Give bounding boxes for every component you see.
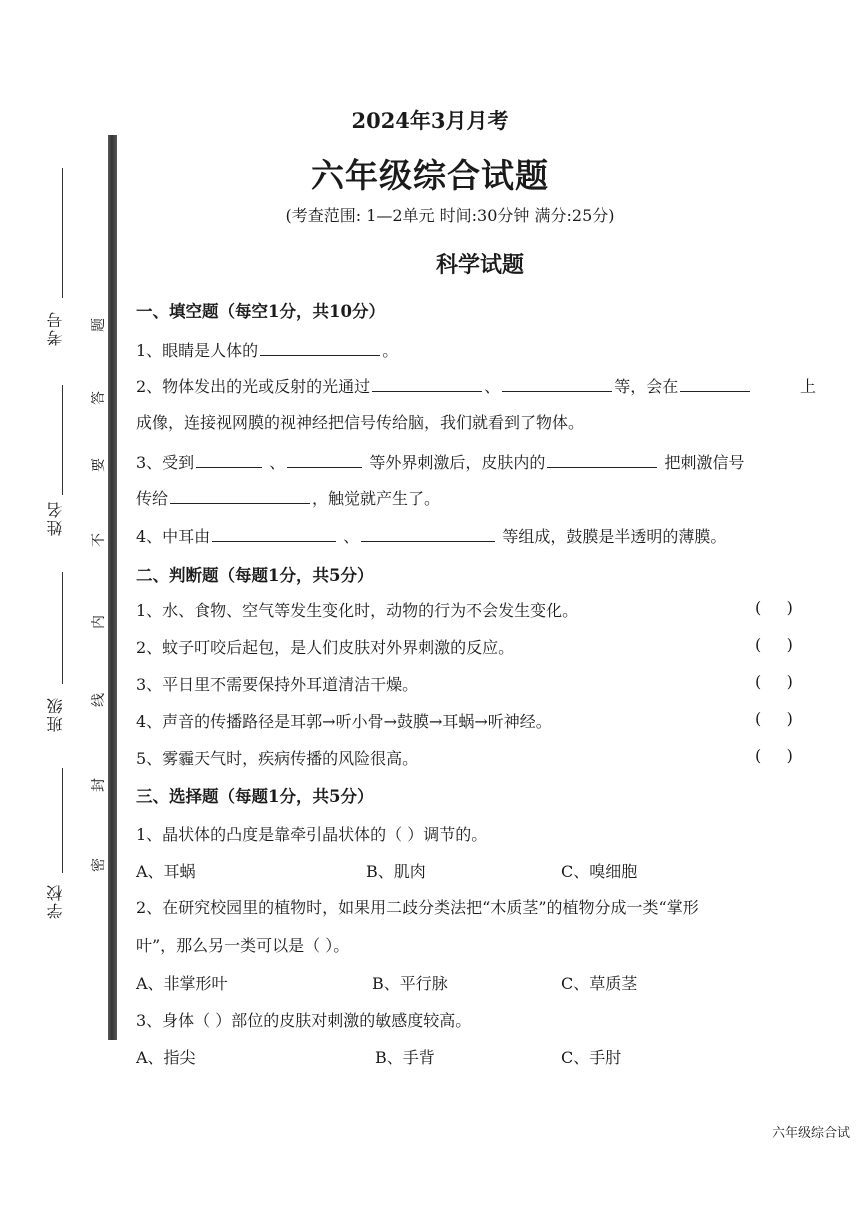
question-text: ，触觉就产生了。 <box>312 489 441 508</box>
answer-blank[interactable] <box>196 453 262 468</box>
answer-parentheses[interactable]: ( ) <box>755 709 793 728</box>
seal-char: 要 <box>91 458 107 472</box>
choice-question-stem: 2、在研究校园里的植物时，如果用二歧分类法把“木质茎”的植物分成一类“掌形 <box>136 898 699 917</box>
question-text: 上 <box>800 377 817 396</box>
question-text: 。 <box>382 341 399 360</box>
answer-blank[interactable] <box>260 341 380 356</box>
answer-blank[interactable] <box>212 527 336 542</box>
choice-option-a[interactable]: A、非掌形叶 <box>136 974 228 993</box>
answer-blank[interactable] <box>680 377 750 392</box>
subject-title: 科学试题 <box>435 252 524 278</box>
question-text: 等外界刺激后，皮肤内的 <box>364 453 546 472</box>
exam-date-title: 2024年3月月考 <box>351 108 509 133</box>
judge-item: 3、平日里不需要保持外耳道清洁干燥。 <box>136 675 419 694</box>
margin-blank-line <box>62 385 63 495</box>
choice-option-b[interactable]: B、手背 <box>375 1048 435 1067</box>
choice-option-a[interactable]: A、耳蜗 <box>136 862 196 881</box>
choice-question-stem-cont: 叶”，那么另一类可以是（ ）。 <box>136 936 350 955</box>
judge-item: 5、雾霾天气时，疾病传播的风险很高。 <box>136 749 419 768</box>
question-text: 等组成，鼓膜是半透明的薄膜。 <box>497 527 727 546</box>
question-text: 3、受到 <box>136 453 195 472</box>
question-fill-4 <box>136 524 726 547</box>
seal-char: 封 <box>91 778 107 792</box>
question-text: 1、眼睛是人体的 <box>136 341 259 360</box>
judge-item: 4、声音的传播路径是耳郭→听小骨→鼓膜→耳蜗→听神经。 <box>136 712 552 731</box>
question-text: 等，会在 <box>614 377 679 396</box>
margin-blank-line <box>62 572 63 684</box>
choice-question-stem: 1、晶状体的凸度是靠牵引晶状体的（ ）调节的。 <box>136 825 488 844</box>
question-text: 把刺激信号 <box>659 453 745 472</box>
question-text: 、 <box>484 377 501 396</box>
seal-char: 答 <box>91 391 107 405</box>
answer-parentheses[interactable]: ( ) <box>755 672 793 691</box>
margin-blank-line <box>62 768 63 873</box>
seal-char: 内 <box>91 615 107 629</box>
choice-option-b[interactable]: B、肌肉 <box>366 862 426 881</box>
choice-option-c[interactable]: C、手肘 <box>561 1048 622 1067</box>
question-text: 、 <box>264 453 286 472</box>
seal-char: 密 <box>91 858 107 872</box>
judge-item: 1、水、食物、空气等发生变化时，动物的行为不会发生变化。 <box>136 601 579 620</box>
answer-blank[interactable] <box>170 489 310 504</box>
choice-option-b[interactable]: B、平行脉 <box>372 974 448 993</box>
page-footer: 六年级综合试 <box>772 1126 851 1141</box>
answer-blank[interactable] <box>502 377 612 392</box>
label-exam-number: 考号 <box>46 310 65 346</box>
answer-parentheses[interactable]: ( ) <box>755 746 793 765</box>
label-school: 学校 <box>46 883 65 919</box>
exam-main-title: 六年级综合试题 <box>311 156 549 195</box>
choice-option-c[interactable]: C、嗅细胞 <box>561 862 638 881</box>
section-choice-title: 三、选择题（每题1分，共5分） <box>136 787 374 806</box>
seal-char: 题 <box>91 318 107 332</box>
question-text: 2、物体发出的光或反射的光通过 <box>136 377 371 396</box>
question-text: 传给 <box>136 489 169 508</box>
exam-scope: (考查范围: 1—2单元 时间:30分钟 满分:25分) <box>285 206 615 225</box>
judge-item: 2、蚊子叮咬后起包，是人们皮肤对外界刺激的反应。 <box>136 638 515 657</box>
answer-blank[interactable] <box>372 377 482 392</box>
label-name: 姓名 <box>46 500 65 536</box>
answer-blank[interactable] <box>547 453 657 468</box>
question-text: 、 <box>338 527 360 546</box>
question-fill-1 <box>136 338 398 361</box>
choice-option-c[interactable]: C、草质茎 <box>561 974 638 993</box>
answer-parentheses[interactable]: ( ) <box>755 635 793 654</box>
seal-char: 不 <box>91 533 107 547</box>
label-class: 班级 <box>46 696 65 732</box>
section-true-false-title: 二、判断题（每题1分，共5分） <box>136 566 374 585</box>
answer-blank[interactable] <box>287 453 362 468</box>
question-fill-3-cont <box>136 486 440 509</box>
answer-parentheses[interactable]: ( ) <box>755 598 793 617</box>
choice-question-stem: 3、身体（ ）部位的皮肤对刺激的敏感度较高。 <box>136 1011 472 1030</box>
seal-char: 线 <box>91 693 107 707</box>
question-text: 4、中耳由 <box>136 527 211 546</box>
question-fill-3 <box>136 450 744 473</box>
question-text: 成像，连接视网膜的视神经把信号传给脑，我们就看到了物体。 <box>136 413 585 432</box>
choice-option-a[interactable]: A、指尖 <box>136 1048 196 1067</box>
section-fill-blank-title: 一、填空题（每空1分，共10分） <box>136 302 385 321</box>
question-fill-2 <box>136 374 752 397</box>
answer-blank[interactable] <box>361 527 495 542</box>
